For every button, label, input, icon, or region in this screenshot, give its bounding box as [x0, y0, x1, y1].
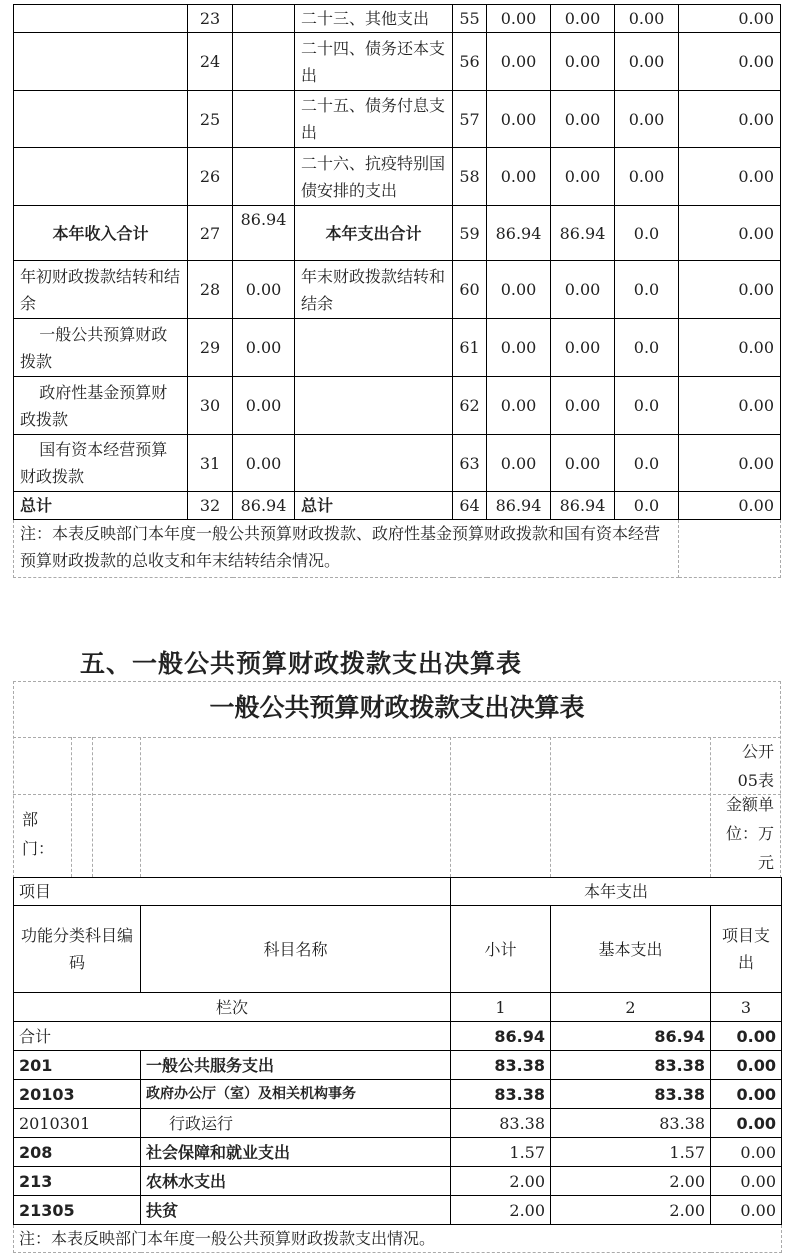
row-value-4: 0.00 — [679, 5, 781, 33]
row-code: 213 — [14, 1167, 141, 1196]
table-row — [14, 1196, 782, 1225]
row-right-item: 本年支出合计 — [295, 206, 453, 261]
row-value-1: 86.94 — [487, 206, 551, 261]
row-right-number: 59 — [453, 206, 487, 261]
row-code: 208 — [14, 1138, 141, 1167]
row-project: 0.00 — [711, 1051, 782, 1080]
row-subtotal: 2.00 — [451, 1167, 551, 1196]
row-subtotal: 2.00 — [451, 1196, 551, 1225]
note-spacer — [679, 520, 781, 578]
row-value-3: 0.0 — [615, 492, 679, 520]
row-left-value: 86.94 — [233, 492, 295, 520]
row-left-value: 0.00 — [233, 261, 295, 319]
table-row — [14, 206, 781, 261]
row-name: 农林水支出 — [141, 1167, 451, 1196]
row-basic: 83.38 — [551, 1080, 711, 1109]
row-value-2: 86.94 — [551, 492, 615, 520]
row-right-number: 55 — [453, 5, 487, 33]
row-left-number: 27 — [188, 206, 233, 261]
table-row — [14, 1051, 782, 1080]
header-col-3: 3 — [711, 993, 782, 1022]
row-right-item: 二十六、抗疫特别国债安排的支出 — [295, 148, 453, 206]
table-row — [14, 1167, 782, 1196]
row-left-item: 国有资本经营预算财政拨款 — [14, 435, 188, 492]
row-name: 一般公共服务支出 — [141, 1051, 451, 1080]
row-value-4: 0.00 — [679, 206, 781, 261]
total-label: 合计 — [14, 1022, 451, 1051]
unit-label: 金额单位：万元 — [726, 795, 775, 872]
row-left-number: 25 — [188, 91, 233, 148]
header-col-1: 1 — [451, 993, 551, 1022]
row-left-value: 0.00 — [233, 319, 295, 377]
header-subtotal: 小计 — [451, 906, 551, 993]
header-code: 功能分类科目编码 — [14, 906, 141, 993]
row-right-number: 58 — [453, 148, 487, 206]
row-value-3: 0.0 — [615, 261, 679, 319]
row-right-item: 二十三、其他支出 — [295, 5, 453, 33]
row-basic: 2.00 — [551, 1167, 711, 1196]
row-right-item: 二十四、债务还本支出 — [295, 33, 453, 91]
row-code: 2010301 — [14, 1109, 141, 1138]
row-left-number: 31 — [188, 435, 233, 492]
row-right-number: 60 — [453, 261, 487, 319]
row-basic: 83.38 — [551, 1051, 711, 1080]
form-number: 公开05表 — [737, 742, 774, 790]
row-right-item — [295, 377, 453, 435]
row-left-number: 28 — [188, 261, 233, 319]
expense-table — [13, 877, 782, 1253]
row-right-number: 61 — [453, 319, 487, 377]
row-value-1: 0.00 — [487, 435, 551, 492]
row-left-number: 30 — [188, 377, 233, 435]
row-value-2: 0.00 — [551, 91, 615, 148]
row-left-item: 一般公共预算财政拨款 — [14, 319, 188, 377]
row-value-2: 0.00 — [551, 33, 615, 91]
row-left-number: 23 — [188, 5, 233, 33]
table-row — [14, 435, 781, 492]
row-left-item: 本年收入合计 — [14, 206, 188, 261]
row-value-4: 0.00 — [679, 148, 781, 206]
row-left-item — [14, 91, 188, 148]
row-left-value: 0.00 — [233, 377, 295, 435]
row-project: 0.00 — [711, 1138, 782, 1167]
row-name: 社会保障和就业支出 — [141, 1138, 451, 1167]
row-value-3: 0.00 — [615, 91, 679, 148]
row-right-item — [295, 319, 453, 377]
header-basic: 基本支出 — [551, 906, 711, 993]
table-row — [14, 1080, 782, 1109]
table-row — [14, 5, 781, 33]
row-code: 20103 — [14, 1080, 141, 1109]
row-value-2: 0.00 — [551, 261, 615, 319]
row-basic: 83.38 — [551, 1109, 711, 1138]
table-note: 注：本表反映部门本年度一般公共预算财政拨款支出情况。 — [14, 1225, 782, 1253]
row-code: 201 — [14, 1051, 141, 1080]
row-left-value: 86.94 — [233, 206, 295, 261]
row-value-4: 0.00 — [679, 261, 781, 319]
row-value-2: 0.00 — [551, 377, 615, 435]
row-subtotal: 1.57 — [451, 1138, 551, 1167]
row-left-number: 29 — [188, 319, 233, 377]
fiscal-summary-table — [13, 4, 781, 578]
section-heading: 五、一般公共预算财政拨款支出决算表 — [80, 649, 523, 678]
row-left-number: 32 — [188, 492, 233, 520]
table-row — [14, 377, 781, 435]
row-left-item: 总计 — [14, 492, 188, 520]
row-right-number: 56 — [453, 33, 487, 91]
row-value-2: 0.00 — [551, 148, 615, 206]
row-left-value: 0.00 — [233, 435, 295, 492]
total-basic: 86.94 — [551, 1022, 711, 1051]
row-name: 行政运行 — [141, 1109, 451, 1138]
header-project: 项目支出 — [711, 906, 782, 993]
row-project: 0.00 — [711, 1080, 782, 1109]
header-name: 科目名称 — [141, 906, 451, 993]
row-right-item: 二十五、债务付息支出 — [295, 91, 453, 148]
row-value-2: 86.94 — [551, 206, 615, 261]
row-value-2: 0.00 — [551, 5, 615, 33]
row-right-item — [295, 435, 453, 492]
row-value-3: 0.0 — [615, 377, 679, 435]
table-row — [14, 91, 781, 148]
header-col-order: 栏次 — [14, 993, 451, 1022]
table-row — [14, 33, 781, 91]
header-current-expense: 本年支出 — [451, 878, 782, 906]
row-left-item — [14, 148, 188, 206]
row-value-3: 0.00 — [615, 148, 679, 206]
row-left-value — [233, 148, 295, 206]
row-value-3: 0.0 — [615, 435, 679, 492]
row-subtotal: 83.38 — [451, 1109, 551, 1138]
row-value-1: 0.00 — [487, 319, 551, 377]
row-left-value — [233, 33, 295, 91]
row-left-item — [14, 33, 188, 91]
row-value-1: 0.00 — [487, 261, 551, 319]
row-value-4: 0.00 — [679, 33, 781, 91]
total-subtotal: 86.94 — [451, 1022, 551, 1051]
row-value-1: 86.94 — [487, 492, 551, 520]
row-project: 0.00 — [711, 1109, 782, 1138]
row-value-3: 0.0 — [615, 206, 679, 261]
row-value-1: 0.00 — [487, 33, 551, 91]
row-value-1: 0.00 — [487, 148, 551, 206]
row-left-item: 政府性基金预算财政拨款 — [14, 377, 188, 435]
table-row — [14, 261, 781, 319]
row-left-number: 26 — [188, 148, 233, 206]
row-right-number: 64 — [453, 492, 487, 520]
row-project: 0.00 — [711, 1167, 782, 1196]
row-value-3: 0.00 — [615, 33, 679, 91]
row-basic: 1.57 — [551, 1138, 711, 1167]
row-name: 扶贫 — [141, 1196, 451, 1225]
row-right-item: 年末财政拨款结转和结余 — [295, 261, 453, 319]
row-basic: 2.00 — [551, 1196, 711, 1225]
row-value-4: 0.00 — [679, 377, 781, 435]
row-left-item: 年初财政拨款结转和结余 — [14, 261, 188, 319]
row-subtotal: 83.38 — [451, 1080, 551, 1109]
row-right-item: 总计 — [295, 492, 453, 520]
table-row — [14, 1109, 782, 1138]
row-value-1: 0.00 — [487, 91, 551, 148]
row-value-4: 0.00 — [679, 319, 781, 377]
row-left-item — [14, 5, 188, 33]
row-value-3: 0.0 — [615, 319, 679, 377]
row-right-number: 63 — [453, 435, 487, 492]
row-left-number: 24 — [188, 33, 233, 91]
table-title: 一般公共预算财政拨款支出决算表 — [209, 693, 585, 722]
row-code: 21305 — [14, 1196, 141, 1225]
table-row — [14, 1138, 782, 1167]
row-left-value — [233, 5, 295, 33]
table-row — [14, 319, 781, 377]
row-right-number: 62 — [453, 377, 487, 435]
row-value-4: 0.00 — [679, 435, 781, 492]
row-right-number: 57 — [453, 91, 487, 148]
row-project: 0.00 — [711, 1196, 782, 1225]
row-subtotal: 83.38 — [451, 1051, 551, 1080]
header-col-2: 2 — [551, 993, 711, 1022]
row-value-2: 0.00 — [551, 319, 615, 377]
table-row — [14, 148, 781, 206]
department-label: 部门： — [22, 810, 55, 858]
total-project: 0.00 — [711, 1022, 782, 1051]
table-row — [14, 492, 781, 520]
row-value-4: 0.00 — [679, 91, 781, 148]
row-left-value — [233, 91, 295, 148]
table-note: 注：本表反映部门本年度一般公共预算财政拨款、政府性基金预算财政拨款和国有资本经营预算财政拨款的总收支和年末结转结余情况。 — [14, 520, 679, 578]
row-name: 政府办公厅（室）及相关机构事务 — [141, 1080, 451, 1109]
row-value-1: 0.00 — [487, 5, 551, 33]
header-item: 项目 — [14, 878, 451, 906]
row-value-3: 0.00 — [615, 5, 679, 33]
row-value-1: 0.00 — [487, 377, 551, 435]
row-value-4: 0.00 — [679, 492, 781, 520]
row-value-2: 0.00 — [551, 435, 615, 492]
